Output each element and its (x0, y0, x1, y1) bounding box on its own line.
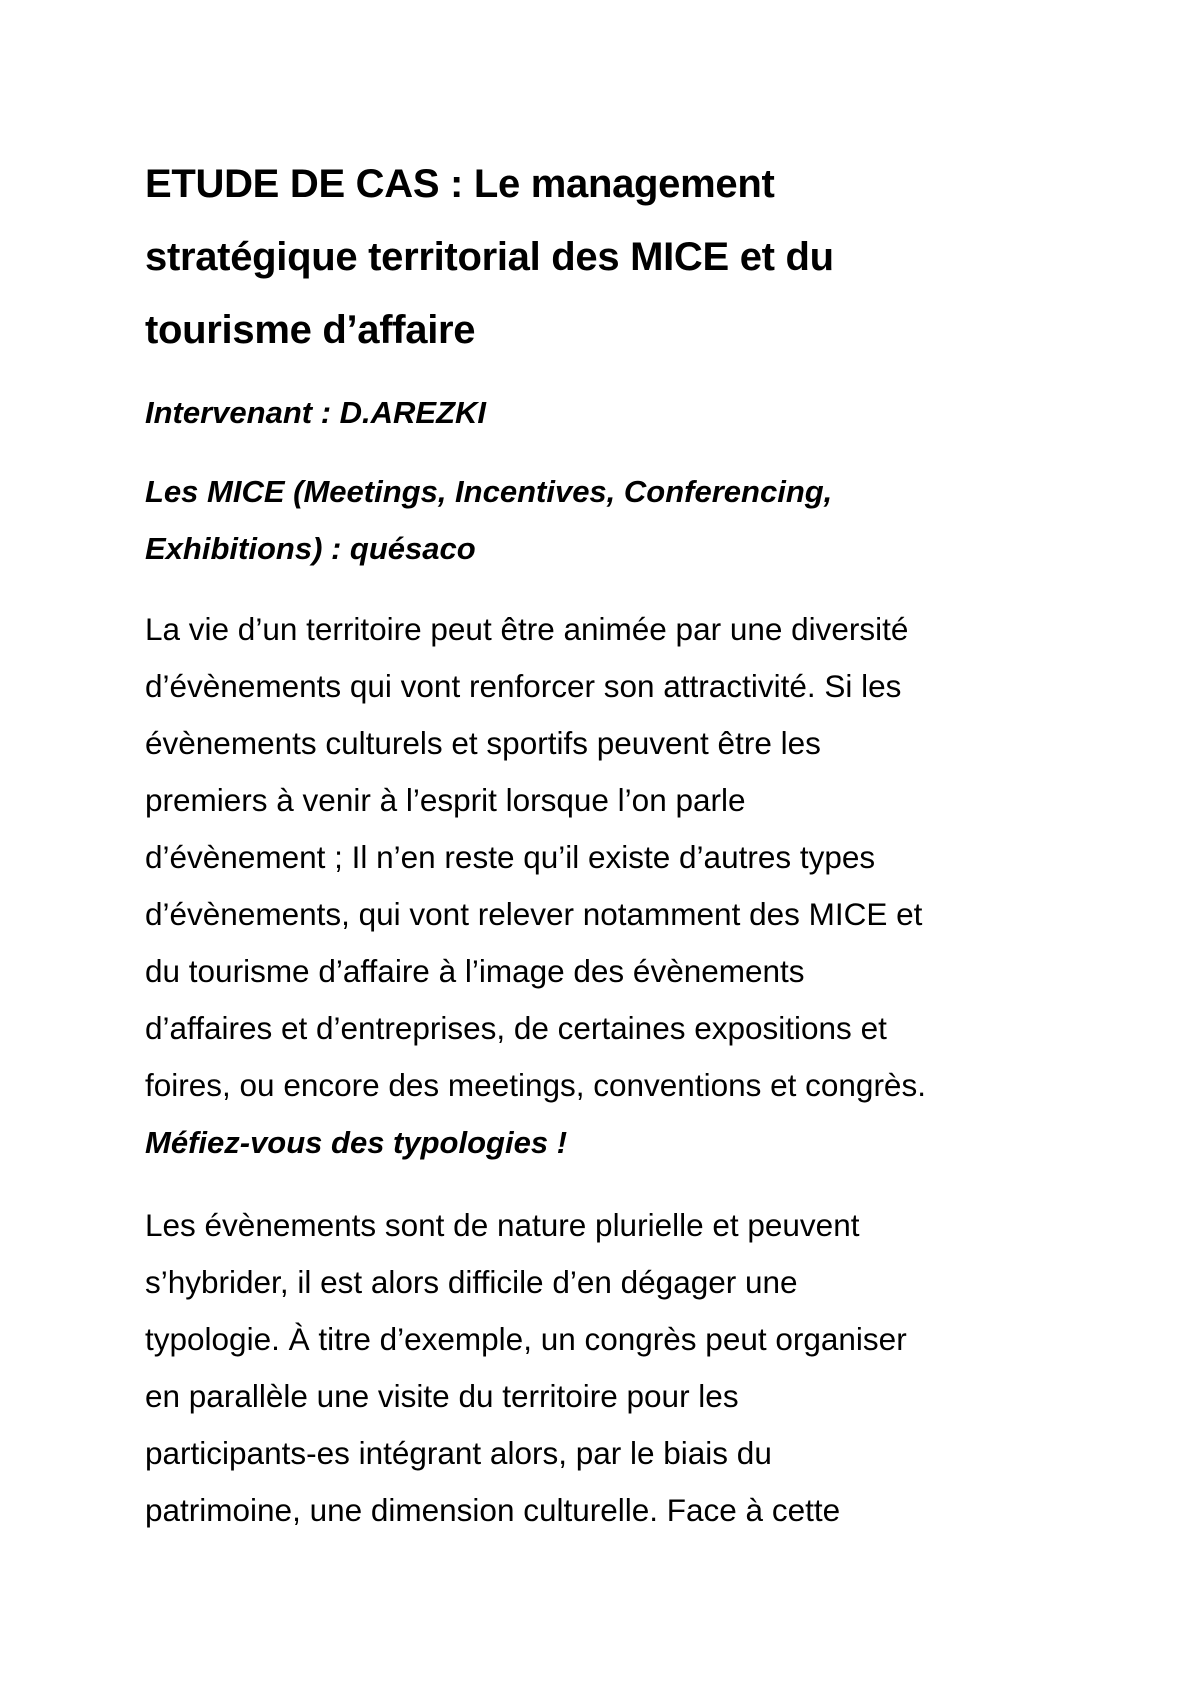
title-line: stratégique territorial des MICE et du (145, 235, 834, 279)
text-line: d’évènement ; Il n’en reste qu’il existe d’autres types (145, 839, 876, 875)
heading-line: Les MICE (Meetings, Incentives, Conferencing, (145, 474, 833, 509)
title-line: tourisme d’affaire (145, 308, 476, 352)
title-line: ETUDE DE CAS : Le management (145, 162, 775, 206)
document-body (145, 148, 1085, 1539)
document-title (145, 148, 1085, 367)
text-line: du tourisme d’affaire à l’image des évènements (145, 953, 805, 989)
text-line: participants-es intégrant alors, par le biais du (145, 1435, 772, 1471)
text-line: premiers à venir à l’esprit lorsque l’on parle (145, 782, 746, 818)
section-heading (145, 463, 1085, 577)
text-line: typologie. À titre d’exemple, un congrès peut organiser (145, 1321, 907, 1357)
text-line: foires, ou encore des meetings, conventions et congrès. (145, 1067, 926, 1103)
text-line: La vie d’un territoire peut être animée par une diversité (145, 611, 909, 647)
warning-heading: Méfiez-vous des typologies ! (145, 1125, 568, 1160)
paragraph-typologies (145, 1197, 1085, 1539)
author-line: Intervenant : D.AREZKI (145, 395, 487, 430)
text-line: d’affaires et d’entreprises, de certaines expositions et (145, 1010, 887, 1046)
text-line: s’hybrider, il est alors difficile d’en dégager une (145, 1264, 798, 1300)
text-line: patrimoine, une dimension culturelle. Face à cette (145, 1492, 841, 1528)
text-line: évènements culturels et sportifs peuvent être les (145, 725, 821, 761)
text-line: en parallèle une visite du territoire pour les (145, 1378, 739, 1414)
text-line: Les évènements sont de nature plurielle et peuvent (145, 1207, 860, 1243)
text-line: d’évènements qui vont renforcer son attractivité. Si les (145, 668, 902, 704)
text-line: d’évènements, qui vont relever notamment des MICE et (145, 896, 923, 932)
paragraph-intro (145, 601, 1085, 1114)
heading-line: Exhibitions) : quésaco (145, 531, 476, 566)
